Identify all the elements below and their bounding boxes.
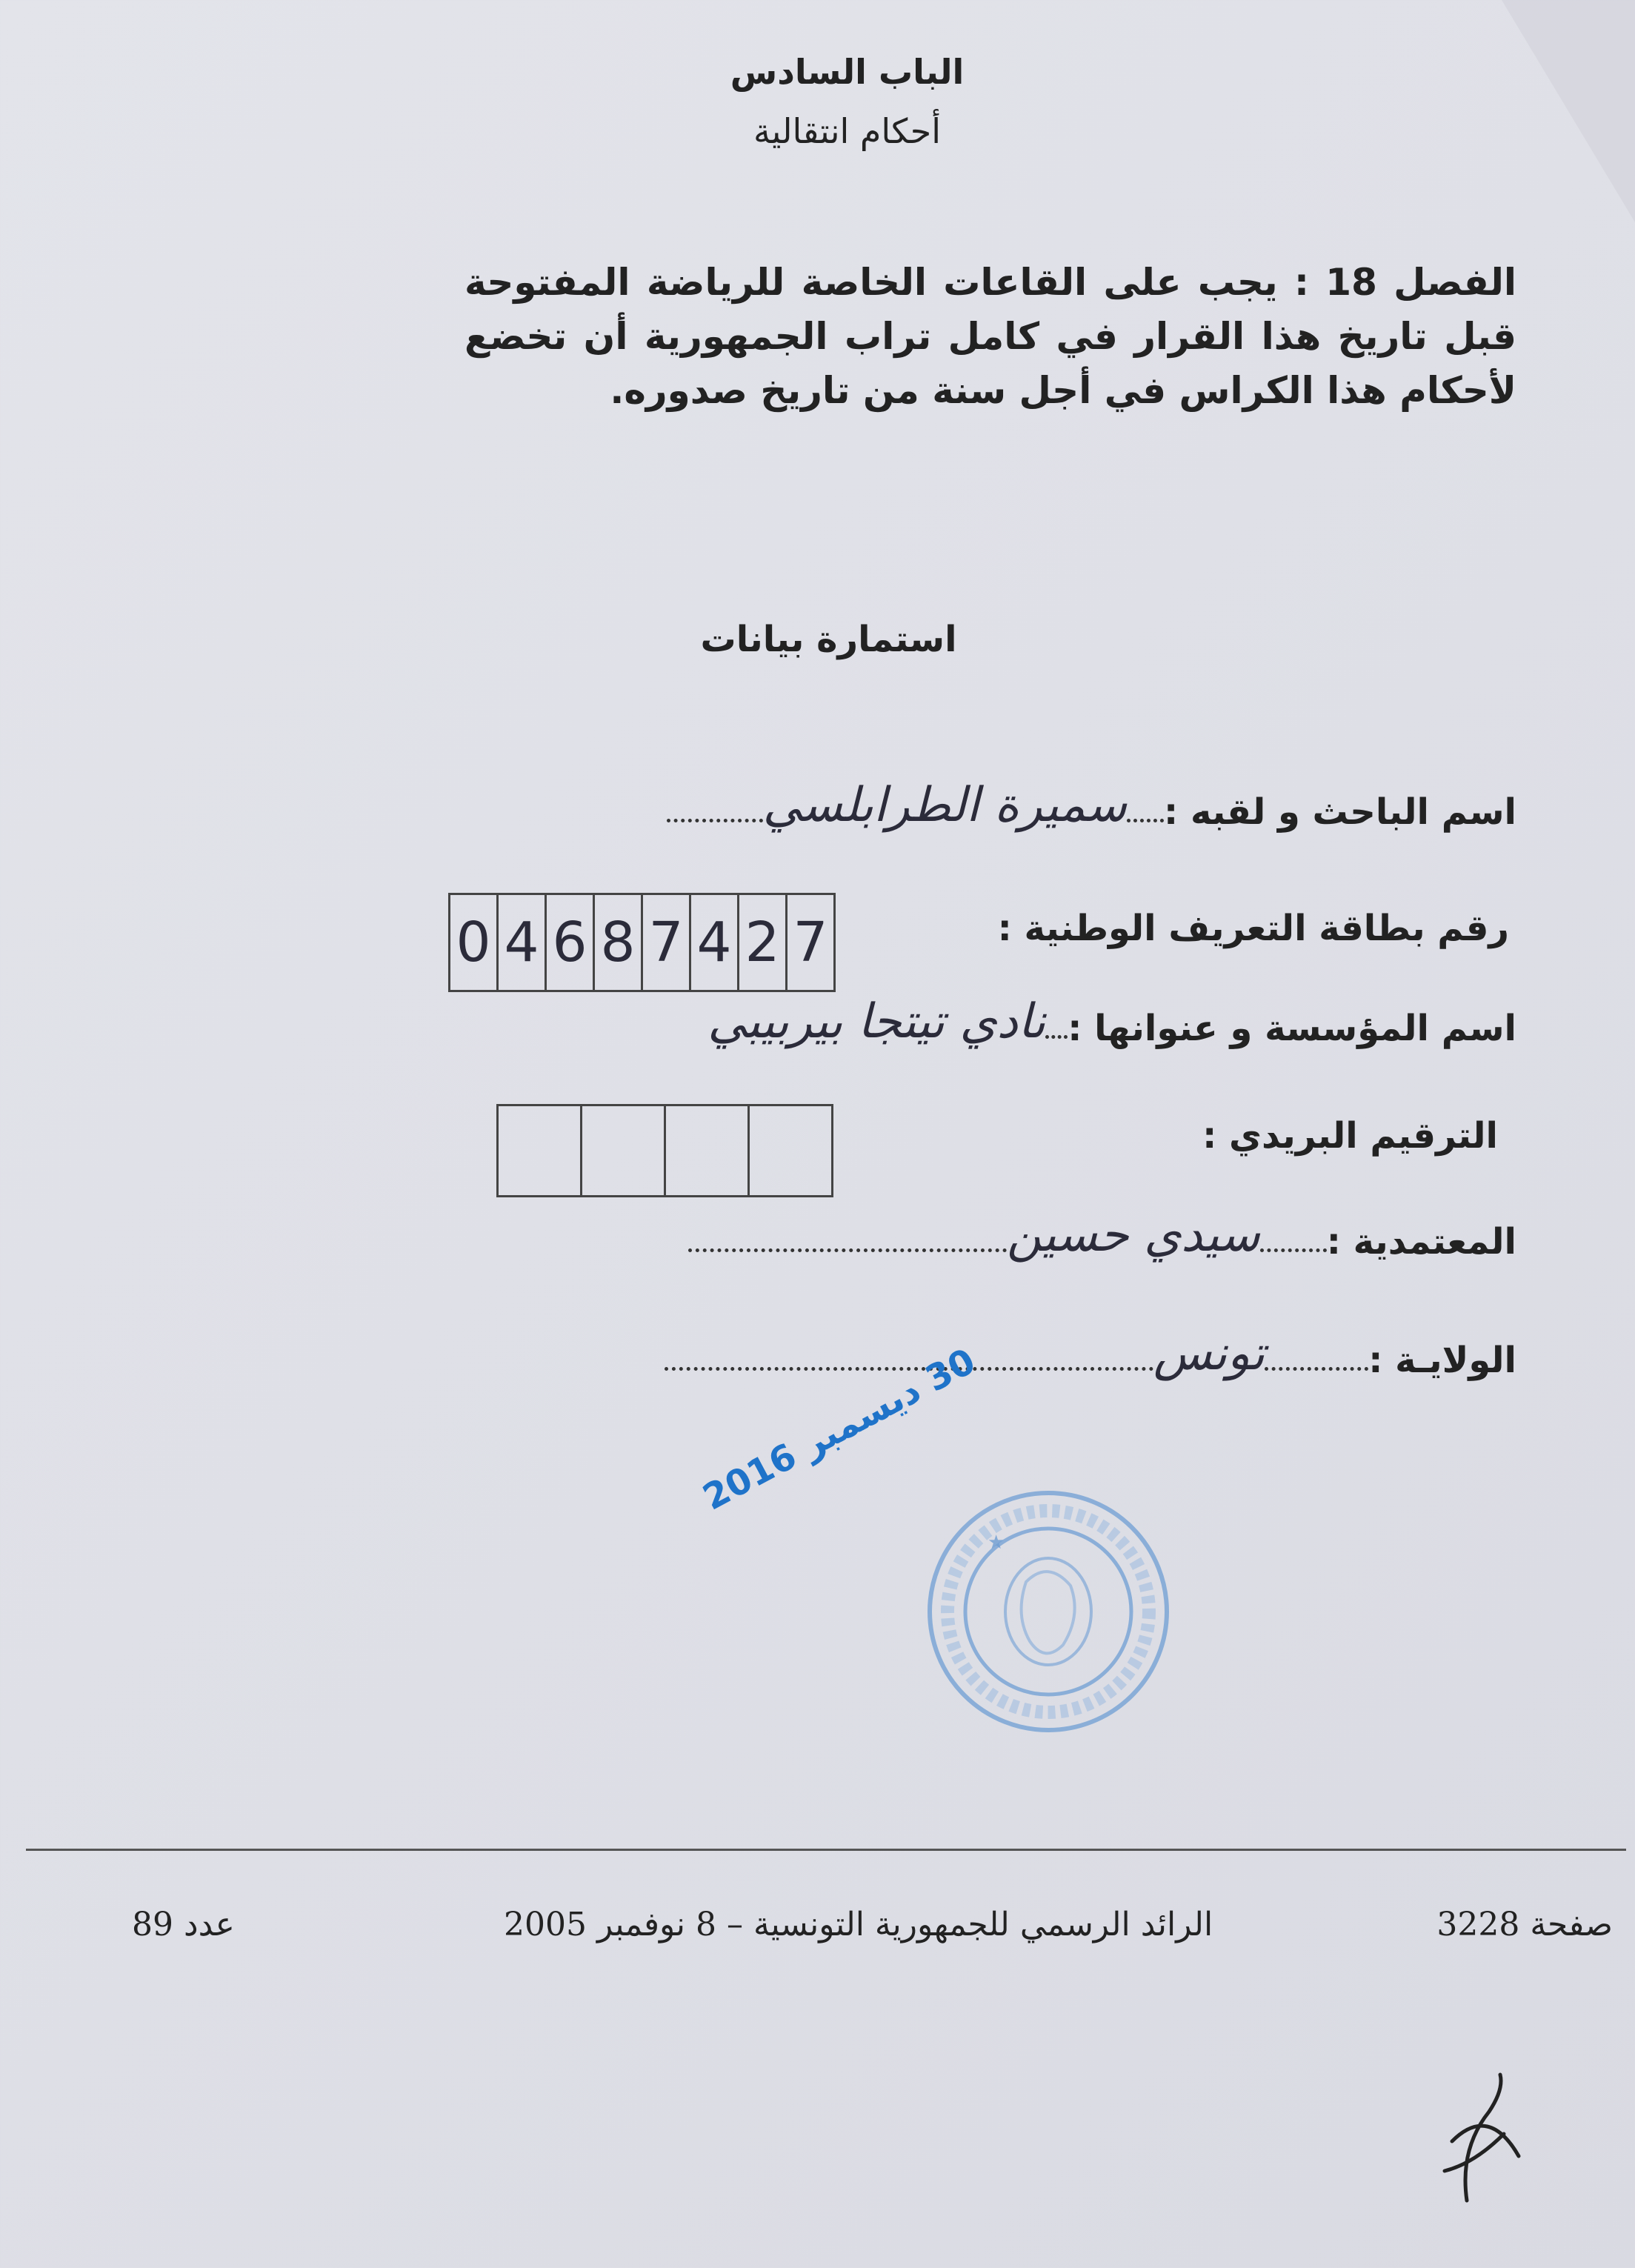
id-digit-box: 0 [456, 911, 491, 974]
footer-rule [26, 1849, 1626, 1851]
article-label: الفصل 18 : [1293, 261, 1516, 304]
postal-digit-box [664, 1106, 747, 1195]
footer-page: صفحة 3228 [1436, 1906, 1613, 1943]
form-title: استمارة بيانات [700, 619, 957, 660]
svg-text:★: ★ [988, 1532, 1005, 1554]
id-digit-box: 8 [593, 895, 641, 990]
institution-handwritten: نادي تيتجا بيربيبي [707, 994, 1046, 1049]
name-handwritten: سميرة الطرابلسي [762, 778, 1128, 833]
name-row [667, 778, 1516, 833]
article-text: يجب على القاعات الخاصة للرياضة المفتوحة قبل تاريخ هذا القرار في كامل تراب الجمهورية أن تخضع لأحكام هذا الكراس في أجل سنة من تاريخ صدوره. [464, 261, 1516, 412]
id-row [998, 908, 1509, 949]
governorate-label: الولايـة : [1368, 1340, 1516, 1381]
institution-row [707, 994, 1516, 1049]
official-seal [922, 1486, 1174, 1737]
footer-issue: عدد 89 [132, 1906, 235, 1943]
date-stamp: 30 ديسمبر 2016 [696, 1340, 982, 1519]
chapter-subtitle: أحكام انتقالية [753, 111, 942, 151]
postal-digit-box [580, 1106, 664, 1195]
postal-label: الترقيم البريدي : [1202, 1115, 1498, 1157]
signature [1422, 2060, 1534, 2208]
id-digit-box: 7 [641, 895, 689, 990]
chapter-title: الباب السادس [730, 52, 965, 92]
postal-code-boxes [496, 1104, 833, 1197]
article-18 [464, 256, 1516, 418]
id-label: رقم بطاقة التعريف الوطنية : [997, 908, 1509, 949]
id-digit-box: 4 [689, 895, 737, 990]
id-digit-box: 2 [737, 895, 785, 990]
postal-digit-box [747, 1106, 831, 1195]
governorate-row [665, 1326, 1516, 1381]
id-digit-box: 7 [785, 895, 833, 990]
institution-label: اسم المؤسسة و عنوانها : [1068, 1008, 1516, 1049]
id-digit-box: 6 [545, 895, 593, 990]
delegation-label: المعتمدية : [1326, 1221, 1516, 1263]
footer-journal: الرائد الرسمي للجمهورية التونسية – 8 نوفمبر 2005 [504, 1906, 1213, 1943]
name-label: اسم الباحث و لقبه : [1164, 791, 1516, 833]
governorate-handwritten: تونس [1153, 1326, 1265, 1381]
delegation-row [688, 1208, 1516, 1263]
delegation-handwritten: سيدي حسين [1007, 1208, 1260, 1263]
id-number-boxes [448, 893, 836, 992]
postal-digit-box [499, 1106, 580, 1195]
postal-row [1202, 1115, 1498, 1157]
id-digit-box: 4 [496, 895, 545, 990]
